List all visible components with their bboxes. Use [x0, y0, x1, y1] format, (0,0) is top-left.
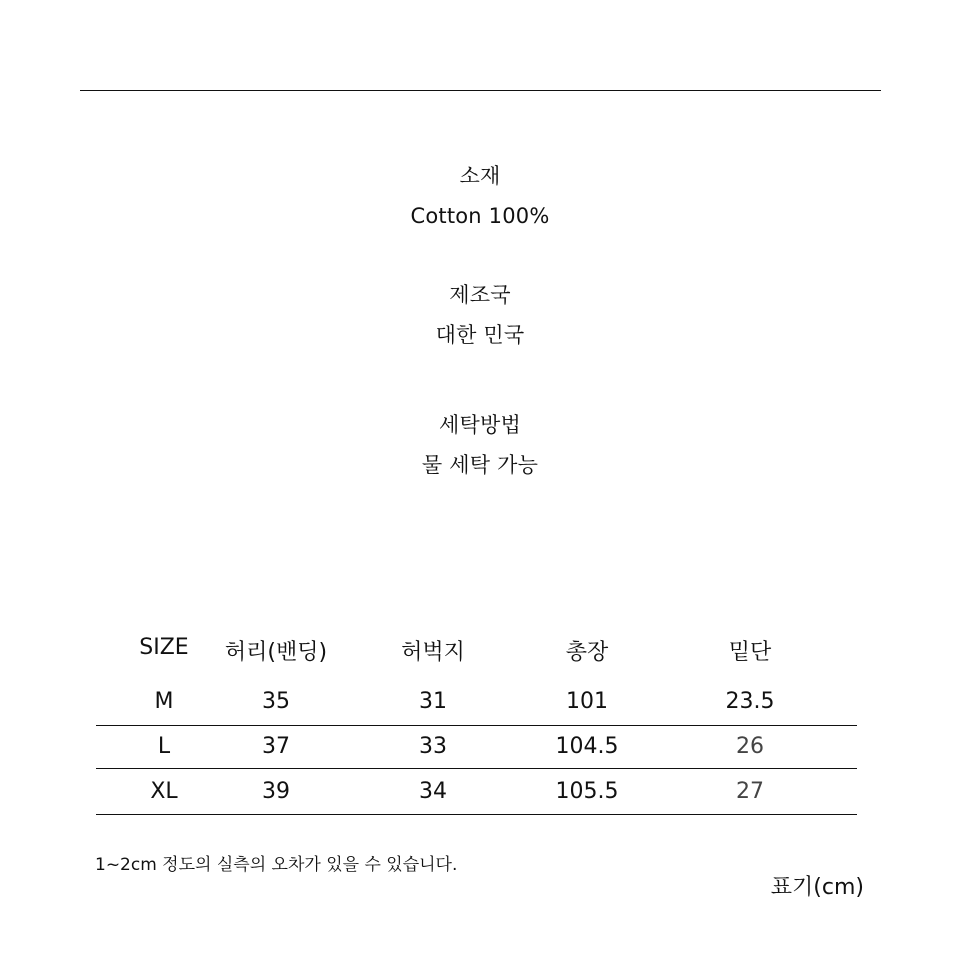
- header-thigh: 허벅지: [401, 640, 465, 665]
- unit-label: 표기(cm): [770, 875, 864, 900]
- cell-hem: 27: [736, 779, 764, 804]
- material-section: [0, 156, 960, 236]
- header-length: 총장: [565, 640, 609, 665]
- size-table: [96, 627, 857, 815]
- cell-hem: 26: [736, 734, 764, 759]
- cell-thigh: 34: [419, 779, 447, 804]
- top-divider: [80, 90, 881, 91]
- cell-waist: 39: [262, 779, 290, 804]
- cell-thigh: 31: [419, 689, 447, 714]
- cell-waist: 37: [262, 734, 290, 759]
- header-size: SIZE: [139, 635, 189, 660]
- origin-value: 대한 민국: [435, 323, 525, 347]
- table-header-row: [96, 627, 857, 677]
- cell-length: 101: [566, 689, 608, 714]
- origin-section: [0, 275, 960, 355]
- material-value: Cotton 100%: [410, 204, 550, 228]
- cell-hem: 23.5: [725, 689, 775, 714]
- origin-label: 제조국: [449, 283, 511, 307]
- material-label: 소재: [459, 164, 501, 188]
- cell-size: L: [157, 734, 171, 759]
- table-row: [96, 769, 857, 815]
- washing-section: [0, 405, 960, 485]
- cell-size: XL: [150, 779, 178, 804]
- cell-thigh: 33: [419, 734, 447, 759]
- cell-waist: 35: [262, 689, 290, 714]
- table-row: [96, 677, 857, 726]
- washing-label: 세탁방법: [439, 413, 521, 437]
- table-row: [96, 726, 857, 769]
- cell-length: 105.5: [555, 779, 619, 804]
- washing-value: 물 세탁 가능: [421, 453, 539, 477]
- measurement-note: 1~2cm 정도의 실측의 오차가 있을 수 있습니다.: [95, 855, 458, 875]
- header-waist: 허리(밴딩): [224, 640, 328, 665]
- cell-length: 104.5: [555, 734, 619, 759]
- header-hem: 밑단: [728, 640, 772, 665]
- cell-size: M: [154, 689, 174, 714]
